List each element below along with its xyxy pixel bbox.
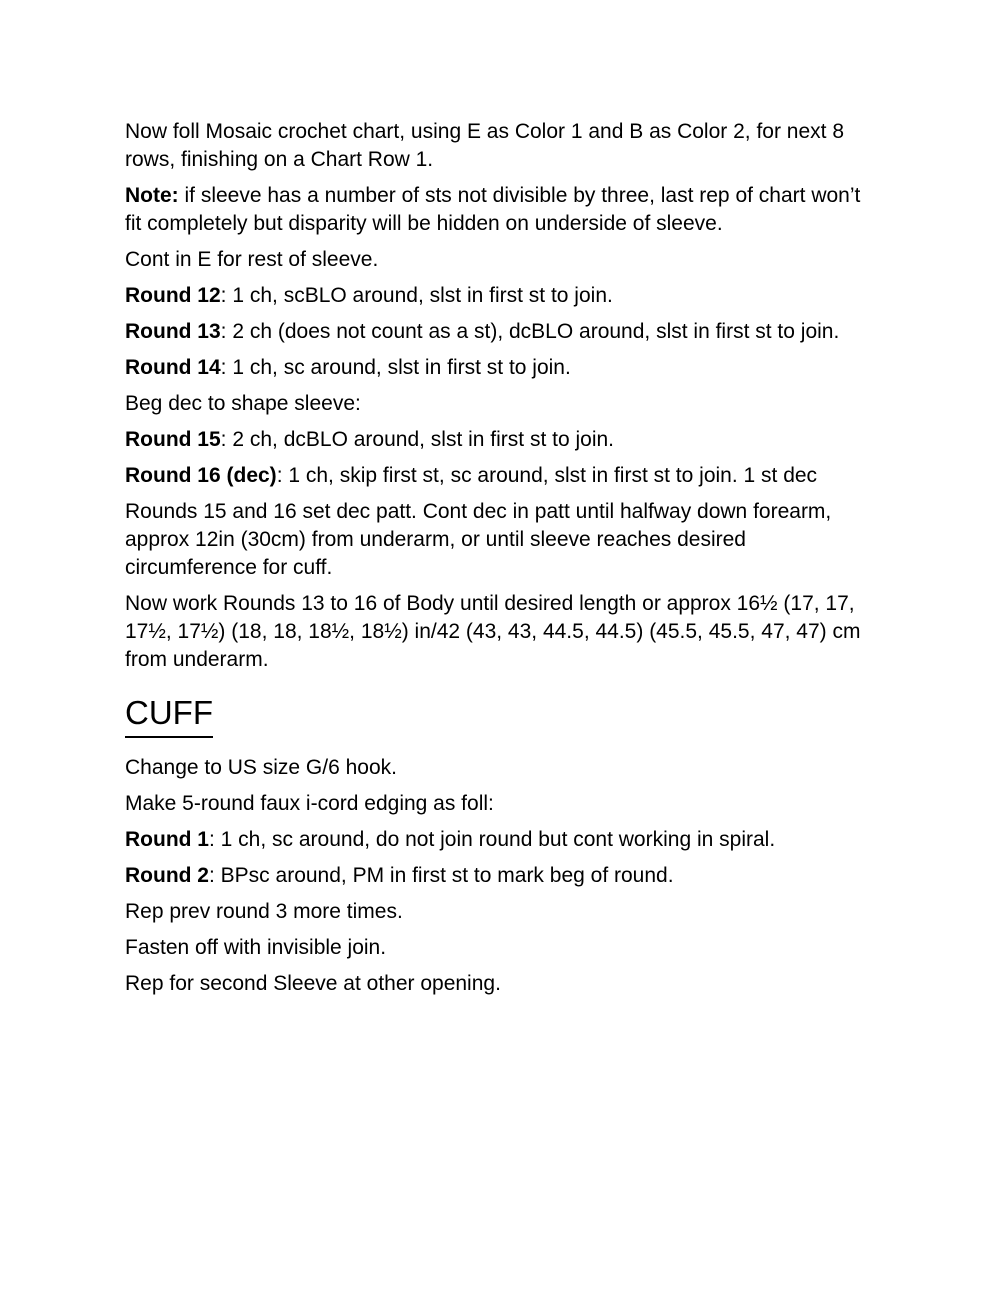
paragraph-second-sleeve: Rep for second Sleeve at other opening. xyxy=(125,972,501,995)
paragraph-round-12: Round 12: 1 ch, scBLO around, slst in first st to join. xyxy=(125,284,613,307)
heading-spacer xyxy=(125,738,870,754)
paragraph-round-14: Round 14: 1 ch, sc around, slst in first st to join. xyxy=(125,356,571,379)
sleeve-instructions xyxy=(125,118,870,674)
cuff-section xyxy=(125,682,870,998)
paragraph-beg-dec: Beg dec to shape sleeve: xyxy=(125,392,361,415)
paragraph-fasten-off: Fasten off with invisible join. xyxy=(125,936,387,959)
document-page xyxy=(125,118,870,1006)
cuff-heading: CUFF xyxy=(125,694,213,738)
paragraph-round-13: Round 13: 2 ch (does not count as a st), dcBLO around, slst in first st to join. xyxy=(125,320,840,343)
paragraph-round-15: Round 15: 2 ch, dcBLO around, slst in first st to join. xyxy=(125,428,615,451)
paragraph-mosaic-chart: Now foll Mosaic crochet chart, using E as Color 1 and B as Color 2, for next 8 rows, finishing on a Chart Row 1. xyxy=(125,120,844,171)
paragraph-note: Note: if sleeve has a number of sts not divisible by three, last rep of chart won’t fit completely but disparity will be hidden on underside of sleeve. xyxy=(125,184,861,235)
paragraph-cuff-round-1: Round 1: 1 ch, sc around, do not join round but cont working in spiral. xyxy=(125,828,776,851)
paragraph-dec-patt: Rounds 15 and 16 set dec patt. Cont dec in patt until halfway down forearm, approx 12in (30cm) from underarm, or until sleeve reaches desired circumference for cuff. xyxy=(125,500,832,579)
paragraph-rep-prev: Rep prev round 3 more times. xyxy=(125,900,403,923)
paragraph-round-16: Round 16 (dec): 1 ch, skip first st, sc around, slst in first st to join. 1 st dec xyxy=(125,464,818,487)
paragraph-change-hook: Change to US size G/6 hook. xyxy=(125,756,397,779)
paragraph-cont-in-e: Cont in E for rest of sleeve. xyxy=(125,248,379,271)
paragraph-body-rounds: Now work Rounds 13 to 16 of Body until desired length or approx 16½ (17, 17, 17½, 17½) (18, 18, 18½, 18½) in/42 (43, 43, 44.5, 44.5) (45.5, 45.5, 47, 47) cm from underarm. xyxy=(125,592,861,671)
paragraph-i-cord: Make 5-round faux i-cord edging as foll: xyxy=(125,792,494,815)
paragraph-cuff-round-2: Round 2: BPsc around, PM in first st to mark beg of round. xyxy=(125,864,674,887)
